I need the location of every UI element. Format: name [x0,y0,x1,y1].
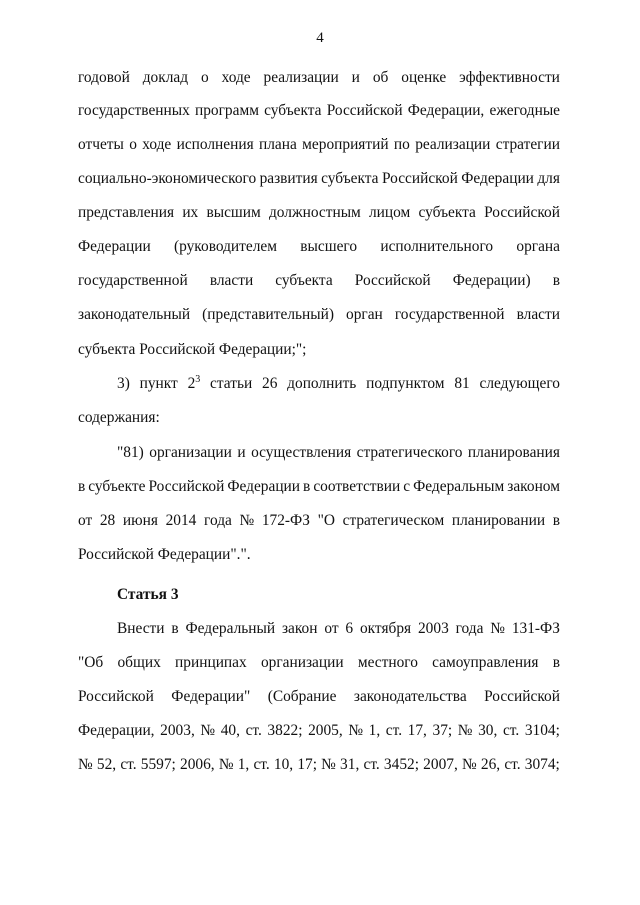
superscript: 3 [195,374,201,385]
text-line: Российской Федерации".". [78,546,251,563]
text-line: отчеты о ходе исполнения плана мероприятий по реализации стратегии [78,136,560,153]
text-line: государственных программ субъекта Российской Федерации, ежегодные [78,102,560,119]
text-line: от 28 июня 2014 года № 172-ФЗ "О стратегическом планировании в [78,512,560,529]
text-line: № 52, ст. 5597; 2006, № 1, ст. 10, 17; № 31, ст. 3452; 2007, № 26, ст. 3074; [78,756,560,773]
text-line: представления их высшим должностным лицом субъекта Российской [78,204,560,221]
text-line: содержания: [78,409,160,426]
text-line: Федерации, 2003, № 40, ст. 3822; 2005, № 1, ст. 17, 37; № 30, ст. 3104; [78,722,560,739]
text-line: социально-экономического развития субъекта Российской Федерации для [78,170,560,187]
text-line: "Об общих принципах организации местного самоуправления в [78,654,560,671]
text-line: Федерации (руководителем высшего исполнительного органа [78,238,560,255]
text-line: субъекта Российской Федерации;"; [78,341,307,358]
text-line: законодательный (представительный) орган государственной власти [78,306,560,323]
text-line: в субъекте Российской Федерации в соответствии с Федеральным законом [78,478,560,495]
text-line: государственной власти субъекта Российской Федерации) в [78,272,560,289]
text-line: годовой доклад о ходе реализации и об оценке эффективности [78,69,560,86]
text-line: Российской Федерации" (Собрание законодательства Российской [78,688,560,705]
text-line: Внести в Федеральный закон от 6 октября 2003 года № 131-ФЗ [117,620,560,637]
text-line: "81) организации и осуществления стратегического планирования [117,444,560,461]
section-heading: Статья 3 [117,586,179,603]
text-line: 3) пункт $2^3$ статьи 26 дополнить подпунктом 81 следующего [117,374,560,392]
page-number: 4 [316,30,324,46]
